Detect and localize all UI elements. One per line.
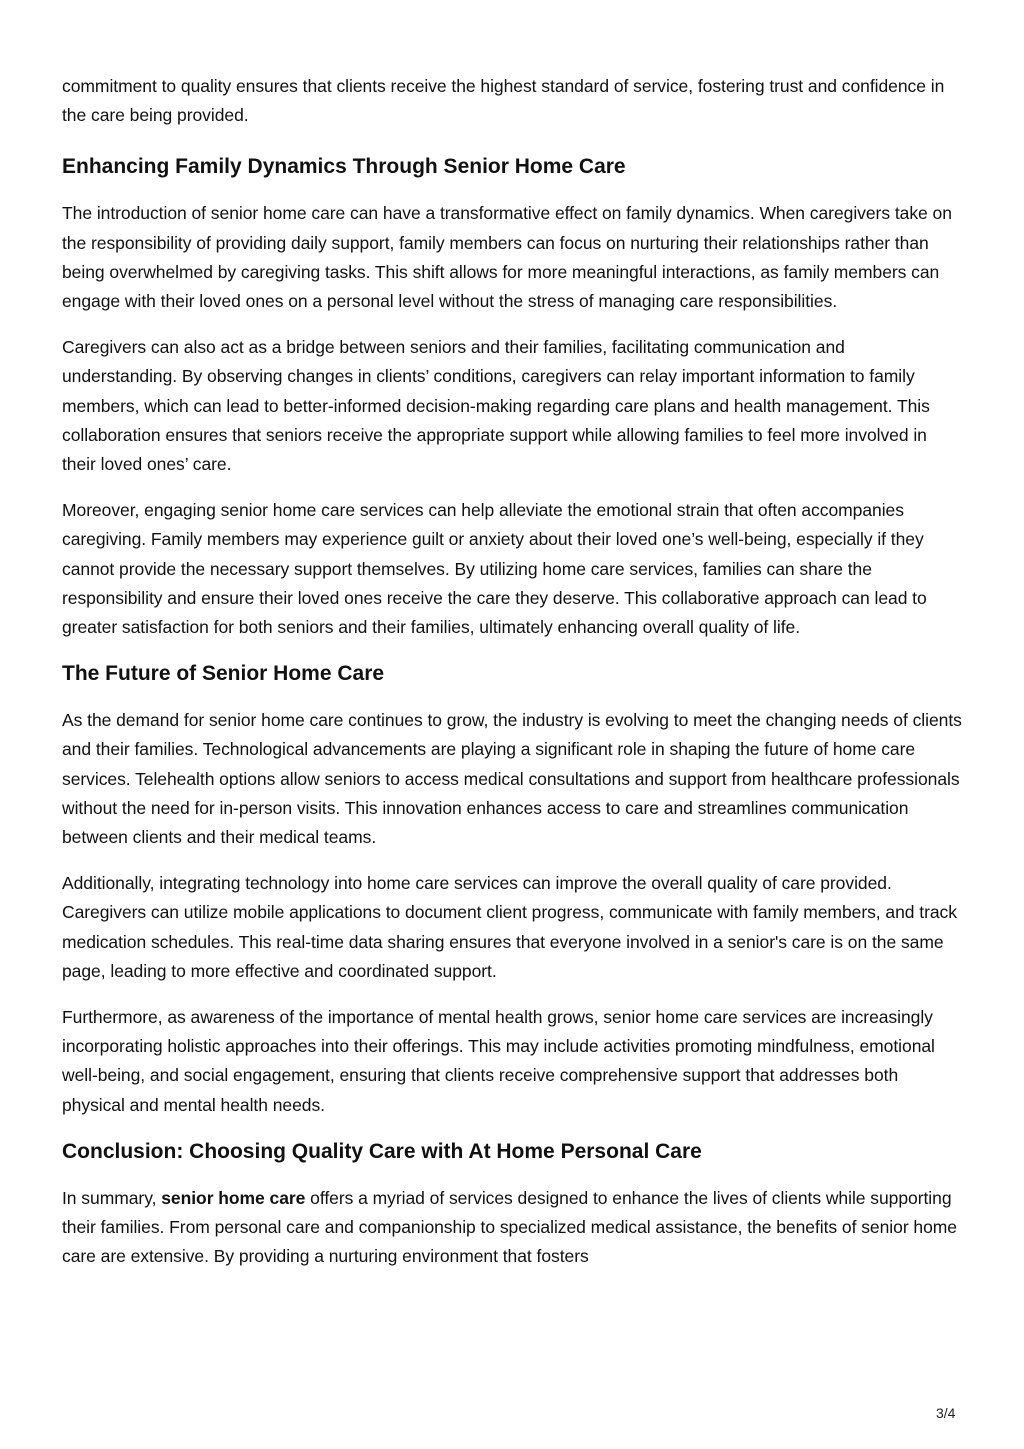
paragraph-emotional-strain: Moreover, engaging senior home care services can help alleviate the emotional strain that often accompanies caregiving. Family members may experience guilt or anxiety about their loved one’s well-being, especially if they cannot provide the necessary support themselves. By utilizing home care services, families can share the responsibility and ensure their loved ones receive the care they deserve. This collaborative approach can lead to greater satisfaction for both seniors and their families, ultimately enhancing overall quality of life. xyxy=(62,500,927,638)
document-page xyxy=(62,72,962,1289)
paragraph-caregivers-bridge: Caregivers can also act as a bridge between seniors and their families, facilitating communication and understanding. By observing changes in clients’ conditions, caregivers can relay important information to family members, which can lead to better-informed decision-making regarding care plans and health management. This collaboration ensures that seniors receive the appropriate support while allowing families to feel more involved in their loved ones’ care. xyxy=(62,337,930,475)
page-number: 3/4 xyxy=(936,1405,956,1421)
summary-bold-term: senior home care xyxy=(161,1187,306,1208)
paragraph-demand-growth: As the demand for senior home care continues to grow, the industry is evolving to meet the changing needs of clients and their families. Technological advancements are playing a significant role in shaping the future of home care services. Telehealth options allow seniors to access medical consultations and support from healthcare professionals without the need for in-person visits. This innovation enhances access to care and streamlines communication between clients and their medical teams. xyxy=(62,710,962,848)
paragraph-integrating-technology: Additionally, integrating technology into home care services can improve the overall quality of care provided. Caregivers can utilize mobile applications to document client progress, communicate with family members, and track medication schedules. This real-time data sharing ensures that everyone involved in a senior's care is on the same page, leading to more effective and coordinated support. xyxy=(62,873,957,981)
summary-text-start: In summary, xyxy=(62,1187,162,1208)
heading-family-dynamics: Enhancing Family Dynamics Through Senior Home Care xyxy=(62,155,626,179)
heading-conclusion: Conclusion: Choosing Quality Care with At Home Personal Care xyxy=(62,1139,702,1163)
paragraph-quality-commitment: commitment to quality ensures that clients receive the highest standard of service, fostering trust and confidence in the care being provided. xyxy=(62,76,945,126)
paragraph-summary xyxy=(62,1184,962,1272)
heading-future-home-care: The Future of Senior Home Care xyxy=(62,662,385,686)
summary-text-end: offers a myriad of services designed to enhance the lives of clients while supporting their families. From personal care and companionship to specialized medical assistance, the benefits of senior home care are extensive. By providing a nurturing environment that fosters xyxy=(62,1187,957,1267)
paragraph-mental-health: Furthermore, as awareness of the importance of mental health grows, senior home care services are increasingly incorporating holistic approaches into their offerings. This may include activities promoting mindfulness, emotional well-being, and social engagement, ensuring that clients receive comprehensive support that addresses both physical and mental health needs. xyxy=(62,1007,935,1115)
paragraph-transformative-effect: The introduction of senior home care can have a transformative effect on family dynamics. When caregivers take on the responsibility of providing daily support, family members can focus on nurturing their relationships rather than being overwhelmed by caregiving tasks. This shift allows for more meaningful interactions, as family members can engage with their loved ones on a personal level without the stress of managing care responsibilities. xyxy=(62,203,952,312)
